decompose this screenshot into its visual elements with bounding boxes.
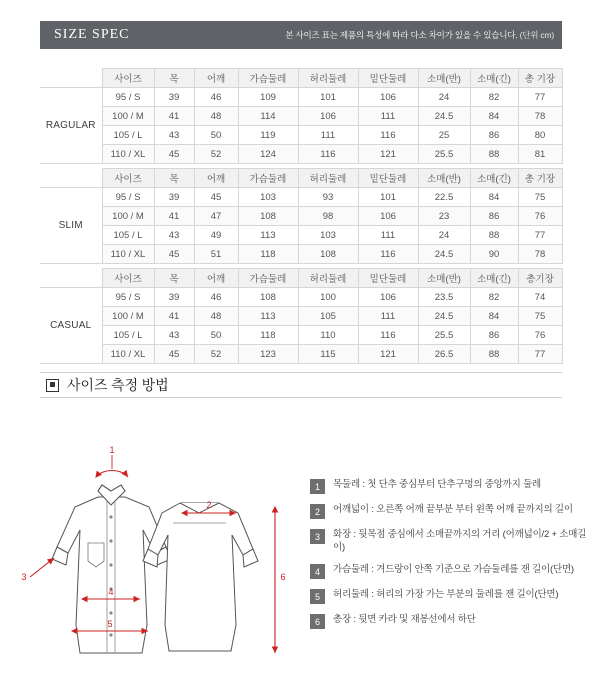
diagram-label-6: 6 xyxy=(280,572,286,582)
cell-chest: 123 xyxy=(238,345,298,364)
col-neck: 목 xyxy=(154,69,194,88)
cell-hem: 106 xyxy=(358,207,418,226)
col-shoulder: 어깨 xyxy=(194,69,238,88)
col-chest: 가슴둘레 xyxy=(238,69,298,88)
cell-waist: 110 xyxy=(298,326,358,345)
col-sleeve-short: 소매(반) xyxy=(418,169,470,188)
cell-sleeve-long: 90 xyxy=(470,245,518,264)
table-header-row xyxy=(40,269,562,288)
col-hem: 밑단둘레 xyxy=(358,269,418,288)
cell-shoulder: 48 xyxy=(194,307,238,326)
measurement-method-heading xyxy=(40,372,562,398)
table-row xyxy=(40,107,562,126)
col-sleeve-long: 소매(긴) xyxy=(470,269,518,288)
col-shoulder: 어깨 xyxy=(194,269,238,288)
legend-badge-2: 2 xyxy=(310,504,325,519)
table-row xyxy=(40,188,562,207)
cell-shoulder: 46 xyxy=(194,88,238,107)
cell-waist: 105 xyxy=(298,307,358,326)
cell-hem: 121 xyxy=(358,345,418,364)
cell-sleeve-short: 22.5 xyxy=(418,188,470,207)
cell-sleeve-long: 86 xyxy=(470,126,518,145)
cell-shoulder: 52 xyxy=(194,345,238,364)
cell-sleeve-short: 24.5 xyxy=(418,307,470,326)
col-size: 사이즈 xyxy=(102,169,154,188)
legend-text-1: 목둘레 : 첫 단추 중심부터 단추구멍의 중앙까지 둘레 xyxy=(333,479,542,490)
cell-shoulder: 47 xyxy=(194,207,238,226)
cell-shoulder: 50 xyxy=(194,126,238,145)
cell-size: 105 / L xyxy=(102,126,154,145)
legend-text-5: 허리둘레 : 허리의 가장 가는 부분의 둘레를 잰 길이(단면) xyxy=(333,589,559,601)
cell-waist: 93 xyxy=(298,188,358,207)
col-sleeve-long: 소매(긴) xyxy=(470,169,518,188)
cell-chest: 103 xyxy=(238,188,298,207)
row-label-slim: SLIM xyxy=(40,188,102,264)
cell-sleeve-short: 23.5 xyxy=(418,288,470,307)
col-waist: 허리둘레 xyxy=(298,169,358,188)
cell-neck: 45 xyxy=(154,345,194,364)
table-row xyxy=(40,326,562,345)
cell-hem: 111 xyxy=(358,226,418,245)
legend-text-3: 화장 : 뒷목점 중심에서 소매끝까지의 거리 (어깨넓이/2 + 소매길이) xyxy=(333,529,587,554)
cell-neck: 43 xyxy=(154,326,194,345)
legend-text-6: 총장 : 뒷면 카라 및 재봉선에서 하단 xyxy=(333,614,476,626)
cell-size: 105 / L xyxy=(102,326,154,345)
col-sleeve-short: 소매(반) xyxy=(418,69,470,88)
legend-item-waist xyxy=(310,588,590,604)
cell-chest: 113 xyxy=(238,307,298,326)
cell-shoulder: 45 xyxy=(194,188,238,207)
cell-waist: 103 xyxy=(298,226,358,245)
diagram-label-5: 5 xyxy=(107,619,113,629)
cell-waist: 106 xyxy=(298,107,358,126)
size-spec-header xyxy=(40,21,562,49)
col-length: 총 기장 xyxy=(518,169,562,188)
table-row xyxy=(40,145,562,164)
col-size: 사이즈 xyxy=(102,69,154,88)
header-unit: (단위 cm) xyxy=(519,30,554,40)
section-title: 사이즈 측정 방법 xyxy=(67,379,169,394)
col-chest: 가슴둘레 xyxy=(238,269,298,288)
diagram-label-1: 1 xyxy=(109,445,115,455)
col-neck: 목 xyxy=(154,169,194,188)
cell-neck: 41 xyxy=(154,107,194,126)
cell-sleeve-short: 25.5 xyxy=(418,326,470,345)
cell-sleeve-long: 88 xyxy=(470,226,518,245)
cell-sleeve-short: 25.5 xyxy=(418,145,470,164)
cell-waist: 108 xyxy=(298,245,358,264)
cell-shoulder: 51 xyxy=(194,245,238,264)
cell-neck: 39 xyxy=(154,88,194,107)
cell-sleeve-long: 86 xyxy=(470,326,518,345)
col-size: 사이즈 xyxy=(102,269,154,288)
legend-badge-5: 5 xyxy=(310,589,325,604)
cell-size: 100 / M xyxy=(102,207,154,226)
cell-size: 95 / S xyxy=(102,88,154,107)
table-slim xyxy=(40,168,563,264)
cell-length: 76 xyxy=(518,207,562,226)
shirt-measurement-diagram xyxy=(10,425,310,690)
table-corner xyxy=(40,169,102,188)
cell-waist: 98 xyxy=(298,207,358,226)
cell-chest: 108 xyxy=(238,288,298,307)
cell-length: 78 xyxy=(518,107,562,126)
cell-size: 95 / S xyxy=(102,188,154,207)
cell-shoulder: 50 xyxy=(194,326,238,345)
cell-hem: 106 xyxy=(358,88,418,107)
legend-item-length xyxy=(310,613,590,629)
col-hem: 밑단둘레 xyxy=(358,69,418,88)
cell-length: 80 xyxy=(518,126,562,145)
diagram-label-2: 2 xyxy=(206,500,212,510)
legend-badge-6: 6 xyxy=(310,614,325,629)
table-corner xyxy=(40,69,102,88)
cell-size: 110 / XL xyxy=(102,345,154,364)
cell-sleeve-long: 88 xyxy=(470,145,518,164)
row-label-casual: CASUAL xyxy=(40,288,102,364)
measurement-legend xyxy=(310,478,590,638)
cell-hem: 116 xyxy=(358,126,418,145)
cell-sleeve-long: 82 xyxy=(470,288,518,307)
header-note xyxy=(285,29,554,41)
table-row xyxy=(40,307,562,326)
table-row xyxy=(40,126,562,145)
cell-length: 81 xyxy=(518,145,562,164)
col-waist: 허리둘레 xyxy=(298,69,358,88)
legend-text-4: 가슴둘레 : 겨드랑이 안쪽 기준으로 가슴둘레를 잰 길이(단면) xyxy=(333,564,574,576)
cell-length: 75 xyxy=(518,307,562,326)
table-header-row xyxy=(40,69,562,88)
cell-neck: 41 xyxy=(154,307,194,326)
col-chest: 가슴둘레 xyxy=(238,169,298,188)
cell-size: 105 / L xyxy=(102,226,154,245)
cell-hem: 116 xyxy=(358,245,418,264)
cell-chest: 108 xyxy=(238,207,298,226)
cell-neck: 39 xyxy=(154,288,194,307)
diagram-label-3: 3 xyxy=(21,572,27,582)
legend-text-2: 어깨넓이 : 오른쪽 어깨 끝부분 부터 왼쪽 어깨 끝까지의 길이 xyxy=(333,504,573,515)
page-title: SIZE SPEC xyxy=(54,27,130,42)
cell-waist: 115 xyxy=(298,345,358,364)
table-row xyxy=(40,345,562,364)
col-shoulder: 어깨 xyxy=(194,169,238,188)
table-row xyxy=(40,207,562,226)
col-sleeve-long: 소매(긴) xyxy=(470,69,518,88)
cell-size: 95 / S xyxy=(102,288,154,307)
cell-neck: 39 xyxy=(154,188,194,207)
cell-shoulder: 46 xyxy=(194,288,238,307)
cell-hem: 111 xyxy=(358,107,418,126)
col-waist: 허리둘레 xyxy=(298,269,358,288)
cell-sleeve-short: 26.5 xyxy=(418,345,470,364)
cell-chest: 119 xyxy=(238,126,298,145)
legend-badge-3: 3 xyxy=(310,529,325,544)
cell-hem: 116 xyxy=(358,326,418,345)
cell-sleeve-short: 24.5 xyxy=(418,107,470,126)
table-header-row xyxy=(40,169,562,188)
cell-length: 78 xyxy=(518,245,562,264)
cell-hem: 121 xyxy=(358,145,418,164)
table-row xyxy=(40,226,562,245)
col-sleeve-short: 소매(반) xyxy=(418,269,470,288)
cell-size: 110 / XL xyxy=(102,245,154,264)
cell-sleeve-long: 84 xyxy=(470,107,518,126)
cell-neck: 43 xyxy=(154,226,194,245)
col-length: 총 기장 xyxy=(518,69,562,88)
cell-waist: 101 xyxy=(298,88,358,107)
cell-size: 100 / M xyxy=(102,107,154,126)
cell-hem: 106 xyxy=(358,288,418,307)
cell-sleeve-long: 88 xyxy=(470,345,518,364)
cell-sleeve-long: 84 xyxy=(470,307,518,326)
table-row xyxy=(40,288,562,307)
cell-waist: 111 xyxy=(298,126,358,145)
cell-chest: 113 xyxy=(238,226,298,245)
cell-waist: 100 xyxy=(298,288,358,307)
cell-sleeve-long: 82 xyxy=(470,88,518,107)
cell-size: 110 / XL xyxy=(102,145,154,164)
cell-shoulder: 49 xyxy=(194,226,238,245)
legend-item-chest xyxy=(310,563,590,579)
legend-item-sleeve xyxy=(310,528,590,554)
cell-sleeve-short: 25 xyxy=(418,126,470,145)
square-bullet-icon xyxy=(46,379,59,392)
cell-chest: 109 xyxy=(238,88,298,107)
cell-length: 76 xyxy=(518,326,562,345)
cell-sleeve-short: 24.5 xyxy=(418,245,470,264)
table-casual xyxy=(40,268,563,364)
legend-badge-4: 4 xyxy=(310,564,325,579)
legend-item-neck xyxy=(310,478,590,494)
cell-length: 75 xyxy=(518,188,562,207)
col-hem: 밑단둘레 xyxy=(358,169,418,188)
legend-badge-1: 1 xyxy=(310,479,325,494)
cell-length: 77 xyxy=(518,226,562,245)
cell-sleeve-short: 24 xyxy=(418,88,470,107)
cell-waist: 116 xyxy=(298,145,358,164)
cell-neck: 43 xyxy=(154,126,194,145)
cell-neck: 45 xyxy=(154,245,194,264)
cell-chest: 124 xyxy=(238,145,298,164)
table-ragular xyxy=(40,68,563,164)
cell-size: 100 / M xyxy=(102,307,154,326)
table-corner xyxy=(40,269,102,288)
cell-shoulder: 52 xyxy=(194,145,238,164)
table-row xyxy=(40,245,562,264)
col-neck: 목 xyxy=(154,269,194,288)
cell-neck: 45 xyxy=(154,145,194,164)
cell-sleeve-long: 86 xyxy=(470,207,518,226)
cell-sleeve-short: 23 xyxy=(418,207,470,226)
cell-chest: 114 xyxy=(238,107,298,126)
legend-item-shoulder xyxy=(310,503,590,519)
cell-neck: 41 xyxy=(154,207,194,226)
table-row xyxy=(40,88,562,107)
diagram-label-4: 4 xyxy=(108,587,114,597)
cell-chest: 118 xyxy=(238,326,298,345)
col-length: 총기장 xyxy=(518,269,562,288)
cell-hem: 111 xyxy=(358,307,418,326)
cell-hem: 101 xyxy=(358,188,418,207)
cell-sleeve-long: 84 xyxy=(470,188,518,207)
cell-length: 77 xyxy=(518,88,562,107)
cell-shoulder: 48 xyxy=(194,107,238,126)
cell-chest: 118 xyxy=(238,245,298,264)
cell-length: 77 xyxy=(518,345,562,364)
cell-length: 74 xyxy=(518,288,562,307)
cell-sleeve-short: 24 xyxy=(418,226,470,245)
header-note-text: 본 사이즈 표는 제품의 특성에 따라 다소 차이가 있을 수 있습니다. xyxy=(285,30,518,40)
row-label-ragular: RAGULAR xyxy=(40,88,102,164)
